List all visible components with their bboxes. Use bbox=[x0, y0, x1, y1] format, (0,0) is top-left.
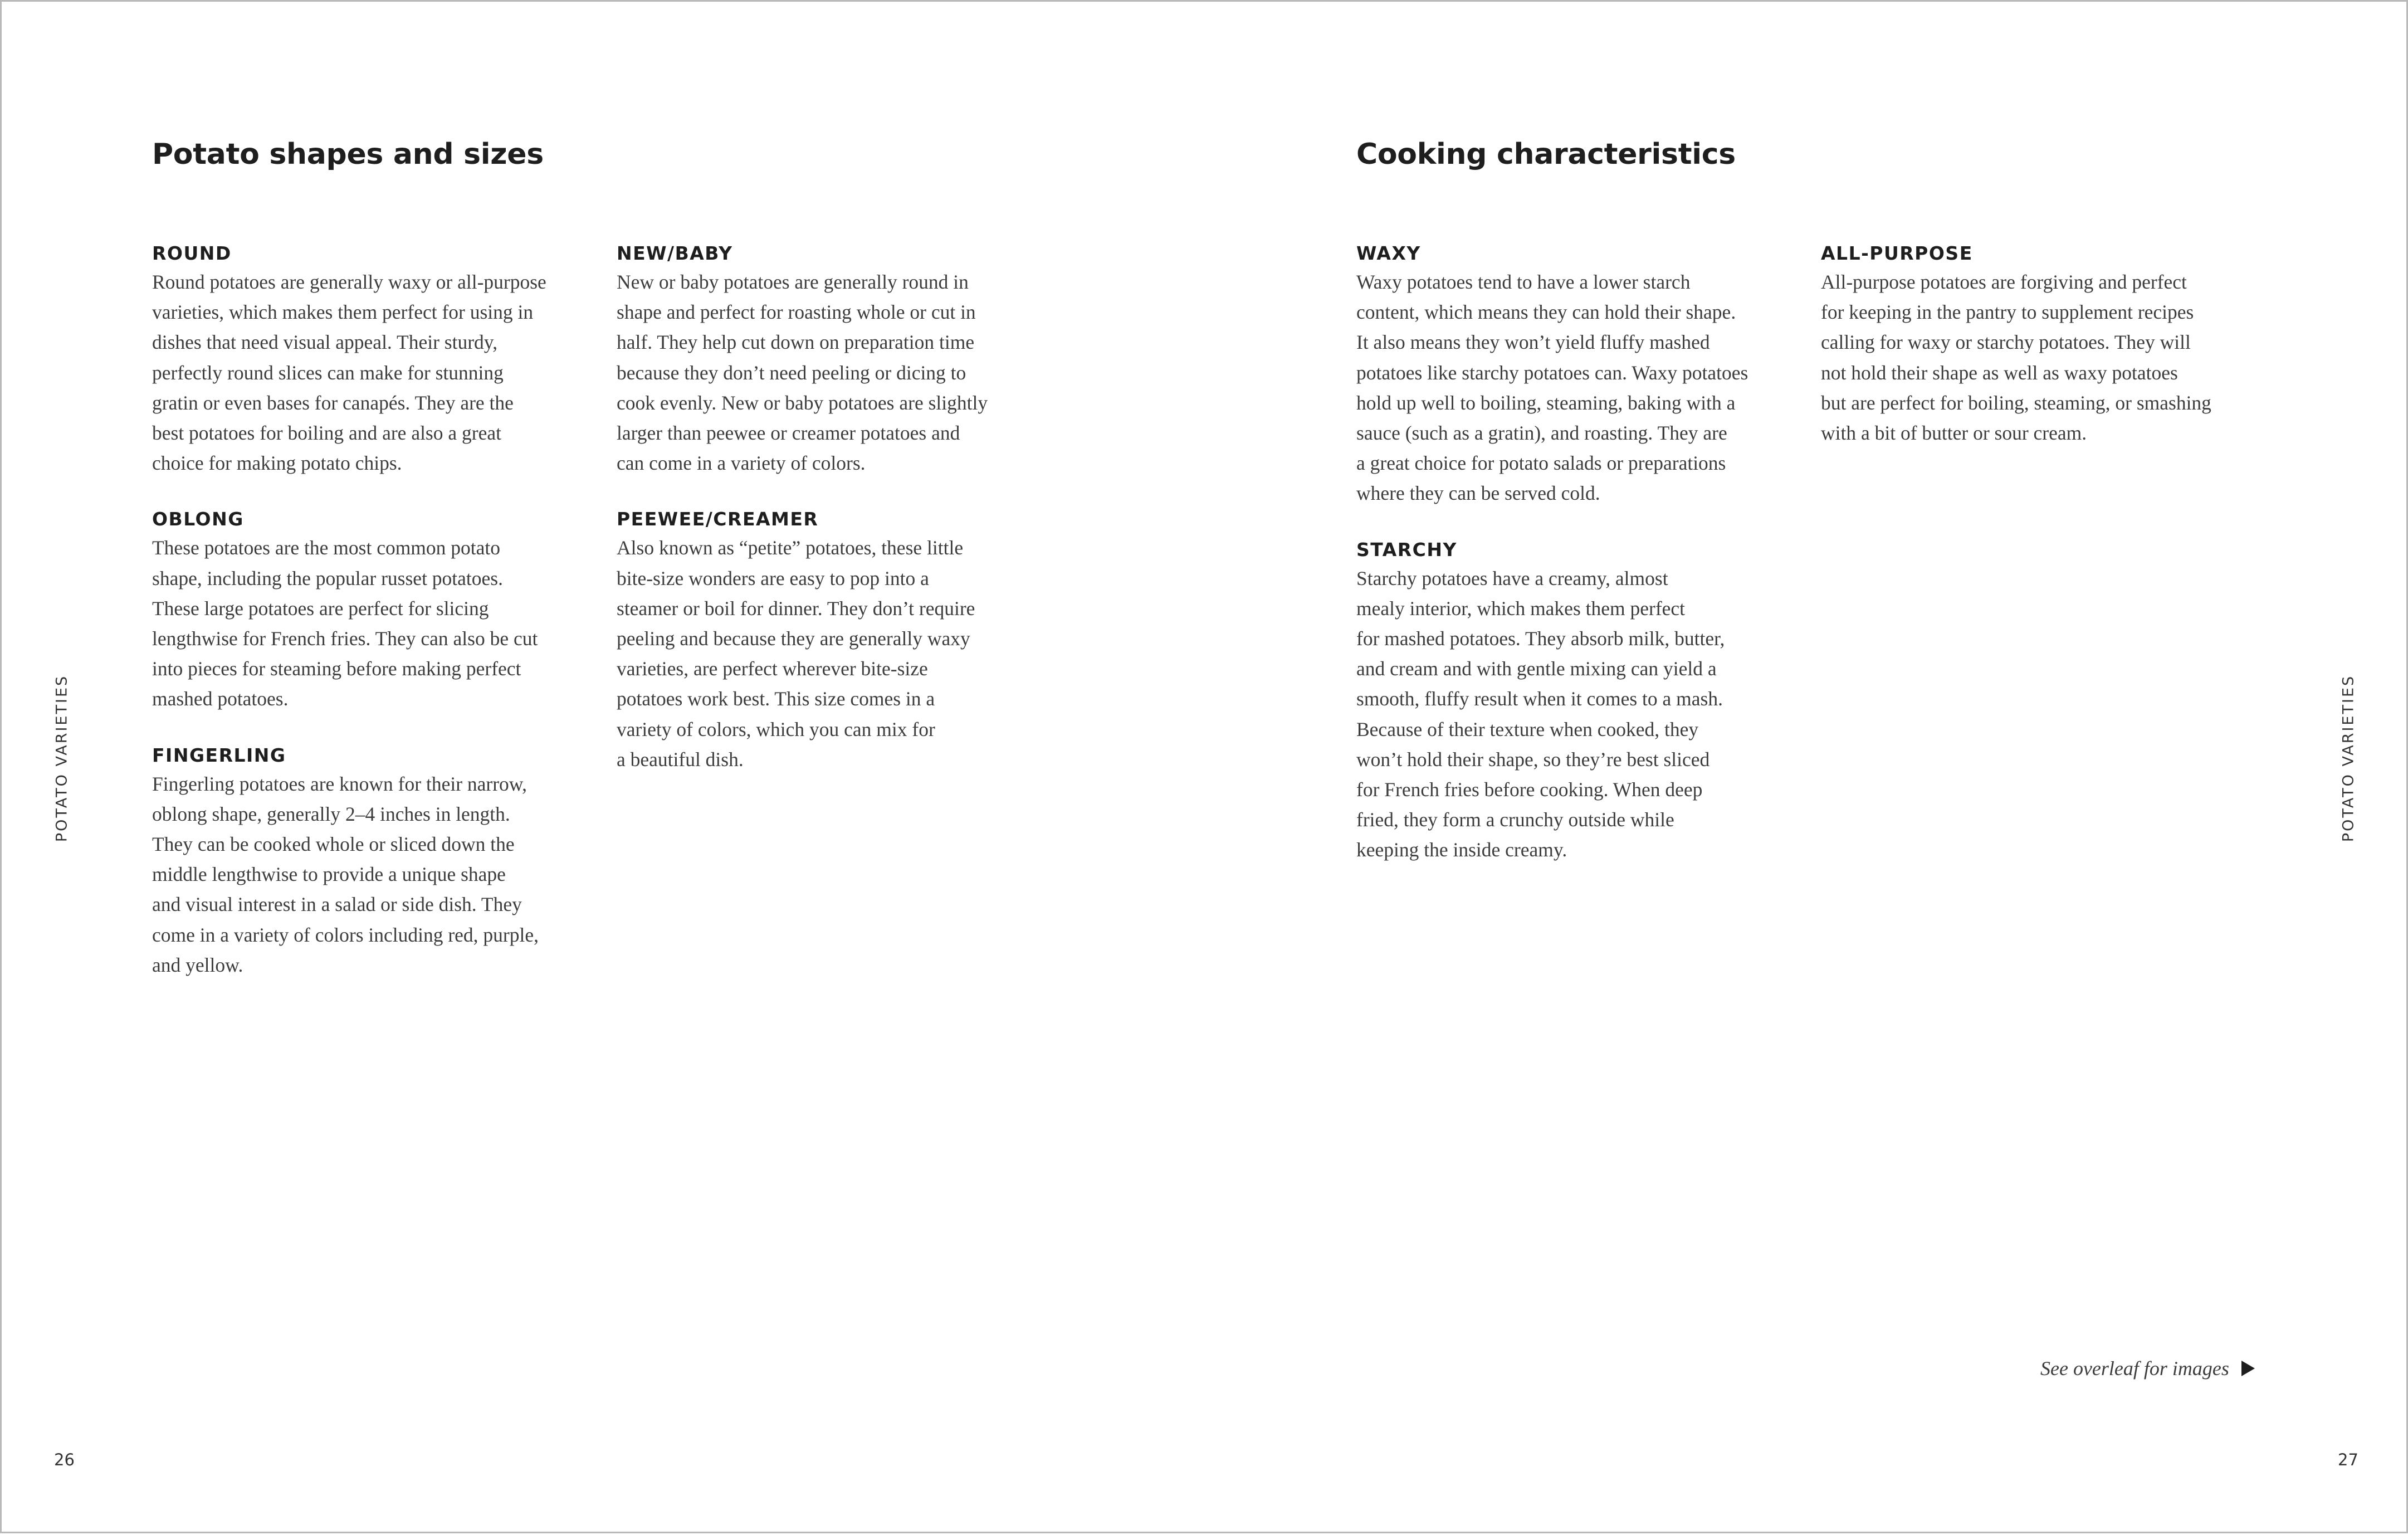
body-line: varieties, are perfect wherever bite-size bbox=[617, 657, 928, 680]
body-line: and visual interest in a salad or side dish. They bbox=[152, 893, 522, 916]
body-line: content, which means they can hold their shape. bbox=[1356, 301, 1736, 324]
body-line: fried, they form a crunchy outside while bbox=[1356, 808, 1674, 831]
body-line: not hold their shape as well as waxy potatoes bbox=[1821, 361, 2178, 384]
entry-heading: STARCHY bbox=[1356, 538, 1457, 561]
entry-all-purpose bbox=[1821, 240, 2267, 448]
entry-body bbox=[1356, 563, 1802, 865]
body-line: half. They help cut down on preparation time bbox=[617, 331, 975, 354]
body-line: These large potatoes are perfect for slicing bbox=[152, 597, 489, 620]
body-line: come in a variety of colors including red, purple, bbox=[152, 923, 539, 946]
body-line: peeling and because they are generally waxy bbox=[617, 627, 970, 650]
running-head: POTATO VARIETIES bbox=[2339, 674, 2357, 842]
body-line: Waxy potatoes tend to have a lower starch bbox=[1356, 271, 1691, 293]
body-line: Fingerling potatoes are known for their narrow, bbox=[152, 772, 527, 795]
entry-heading: PEEWEE/CREAMER bbox=[617, 508, 819, 530]
body-line: a beautiful dish. bbox=[617, 748, 744, 771]
body-line: cook evenly. New or baby potatoes are slightly bbox=[617, 391, 988, 414]
entry-body bbox=[152, 267, 598, 478]
left-column-1 bbox=[152, 240, 598, 1008]
body-line: sauce (such as a gratin), and roasting. They are bbox=[1356, 422, 1727, 445]
entry-starchy bbox=[1356, 537, 1802, 865]
entry-body bbox=[1356, 267, 1802, 509]
body-line: All-purpose potatoes are forgiving and perfect bbox=[1821, 271, 2187, 293]
entry-heading: ALL-PURPOSE bbox=[1821, 242, 1973, 264]
body-line: choice for making potato chips. bbox=[152, 452, 402, 475]
body-line: smooth, fluffy result when it comes to a mash. bbox=[1356, 688, 1723, 710]
body-line: where they can be served cold. bbox=[1356, 482, 1600, 505]
body-line: dishes that need visual appeal. Their sturdy, bbox=[152, 331, 498, 354]
overleaf-note-text: See overleaf for images bbox=[2040, 1357, 2229, 1380]
body-line: can come in a variety of colors. bbox=[617, 452, 866, 475]
body-line: variety of colors, which you can mix for bbox=[617, 718, 935, 740]
body-line: middle lengthwise to provide a unique shape bbox=[152, 863, 506, 886]
right-page bbox=[1205, 2, 2408, 1535]
body-line: It also means they won’t yield fluffy mashed bbox=[1356, 331, 1710, 354]
body-line: bite-size wonders are easy to pop into a bbox=[617, 567, 929, 589]
body-line: mealy interior, which makes them perfect bbox=[1356, 597, 1686, 620]
body-line: shape, including the popular russet potatoes. bbox=[152, 567, 503, 589]
body-line: for French fries before cooking. When deep bbox=[1356, 778, 1703, 801]
body-line: potatoes like starchy potatoes can. Waxy potatoes bbox=[1356, 361, 1748, 384]
left-column-2 bbox=[617, 240, 1062, 802]
body-line: lengthwise for French fries. They can also be cut bbox=[152, 627, 538, 650]
body-line: and yellow. bbox=[152, 953, 243, 976]
entry-heading: ROUND bbox=[152, 242, 232, 264]
body-line: steamer or boil for dinner. They don’t require bbox=[617, 597, 975, 620]
right-column-2 bbox=[1821, 240, 2267, 476]
body-line: New or baby potatoes are generally round in bbox=[617, 271, 969, 293]
entry-peewee-creamer bbox=[617, 506, 1062, 774]
entry-heading: OBLONG bbox=[152, 508, 244, 530]
body-line: and cream and with gentle mixing can yield a bbox=[1356, 657, 1717, 680]
entry-body bbox=[152, 533, 598, 714]
right-column-1 bbox=[1356, 240, 1802, 893]
body-line: Round potatoes are generally waxy or all-purpose bbox=[152, 271, 546, 293]
body-line: won’t hold their shape, so they’re best sliced bbox=[1356, 748, 1710, 771]
entry-waxy bbox=[1356, 240, 1802, 509]
body-line: for mashed potatoes. They absorb milk, butter, bbox=[1356, 627, 1725, 650]
page-title-shapes: Potato shapes and sizes bbox=[152, 138, 544, 171]
body-line: They can be cooked whole or sliced down the bbox=[152, 833, 515, 856]
page-title-cooking: Cooking characteristics bbox=[1356, 138, 1736, 171]
entry-heading: NEW/BABY bbox=[617, 242, 733, 264]
body-line: into pieces for steaming before making perfect bbox=[152, 657, 521, 680]
body-line: shape and perfect for roasting whole or cut in bbox=[617, 301, 976, 324]
body-line: but are perfect for boiling, steaming, or smashing bbox=[1821, 391, 2211, 414]
entry-heading: WAXY bbox=[1356, 242, 1421, 264]
entry-oblong bbox=[152, 506, 598, 714]
page-number: 26 bbox=[54, 1450, 75, 1469]
page-number: 27 bbox=[2338, 1450, 2358, 1469]
body-line: These potatoes are the most common potato bbox=[152, 537, 501, 559]
body-line: hold up well to boiling, steaming, baking with a bbox=[1356, 391, 1736, 414]
body-line: a great choice for potato salads or preparations bbox=[1356, 452, 1726, 475]
body-line: mashed potatoes. bbox=[152, 688, 289, 710]
body-line: varieties, which makes them perfect for using in bbox=[152, 301, 534, 324]
body-line: gratin or even bases for canapés. They are the bbox=[152, 391, 514, 414]
body-line: larger than peewee or creamer potatoes and bbox=[617, 422, 960, 445]
body-line: with a bit of butter or sour cream. bbox=[1821, 422, 2087, 445]
left-page bbox=[2, 2, 1205, 1535]
entry-round bbox=[152, 240, 598, 478]
entry-body bbox=[152, 769, 598, 980]
body-line: perfectly round slices can make for stunning bbox=[152, 361, 504, 384]
body-line: Because of their texture when cooked, they bbox=[1356, 718, 1699, 740]
entry-body bbox=[1821, 267, 2267, 448]
play-arrow-icon bbox=[2241, 1361, 2255, 1376]
overleaf-note bbox=[2040, 1357, 2347, 1380]
entry-fingerling bbox=[152, 742, 598, 980]
body-line: for keeping in the pantry to supplement recipes bbox=[1821, 301, 2194, 324]
body-line: potatoes work best. This size comes in a bbox=[617, 688, 935, 710]
body-line: keeping the inside creamy. bbox=[1356, 839, 1567, 861]
entry-body bbox=[617, 267, 1062, 478]
body-line: Also known as “petite” potatoes, these little bbox=[617, 537, 964, 559]
body-line: best potatoes for boiling and are also a great bbox=[152, 422, 501, 445]
entry-new-baby bbox=[617, 240, 1062, 478]
body-line: oblong shape, generally 2–4 inches in length. bbox=[152, 802, 510, 825]
body-line: calling for waxy or starchy potatoes. They will bbox=[1821, 331, 2191, 354]
body-line: because they don’t need peeling or dicing to bbox=[617, 361, 966, 384]
entry-heading: FINGERLING bbox=[152, 744, 286, 766]
body-line: Starchy potatoes have a creamy, almost bbox=[1356, 567, 1668, 589]
running-head: POTATO VARIETIES bbox=[53, 674, 71, 842]
entry-body bbox=[617, 533, 1062, 774]
